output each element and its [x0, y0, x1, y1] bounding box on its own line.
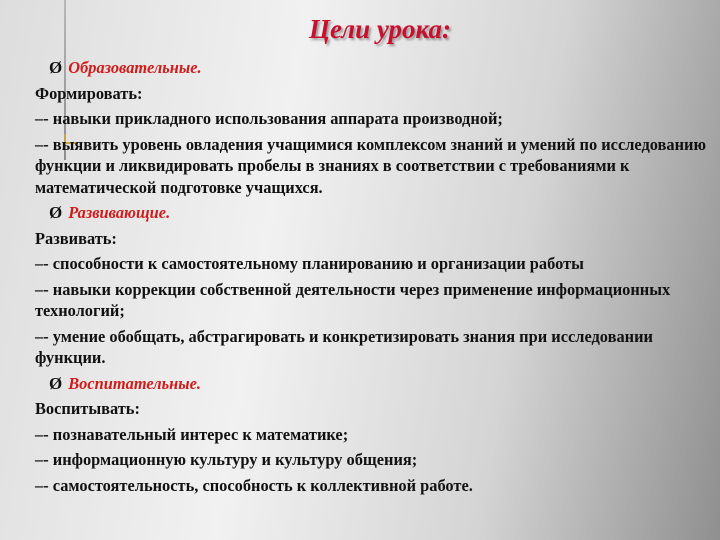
section-verb: Воспитывать:: [35, 399, 140, 418]
section-heading-developmental: Ø Развивающие.: [49, 203, 171, 222]
list-item: –- информационную культуру и культуру общения;: [35, 450, 418, 469]
section-heading-educational: Ø Образовательные.: [49, 58, 202, 77]
arrow-bullet-icon: Ø: [49, 58, 63, 77]
arrow-bullet-icon: Ø: [49, 203, 63, 222]
section-verb: Формировать:: [35, 83, 143, 103]
list-item: –- навыки прикладного использования аппарата производной;: [35, 109, 503, 128]
list-item: –- способности к самостоятельному планированию и организации работы: [35, 254, 584, 273]
list-item: –- выявить уровень овладения учащимися комплексом знаний и умений по исследованию функции и ликвидировать пробелы в знаниях в соответствии с требованиями к математической подготовке учащихся.: [35, 134, 707, 197]
list-item: –- умение обобщать, абстрагировать и конкретизировать знания при исследовании функции.: [35, 326, 653, 367]
section-heading-upbringing: Ø Воспитательные.: [49, 373, 201, 393]
slide-content: [35, 57, 713, 496]
arrow-bullet-icon: Ø: [49, 373, 63, 393]
list-item: –- самостоятельность, способность к коллективной работе.: [35, 475, 473, 495]
list-item: –- познавательный интерес к математике;: [35, 424, 349, 444]
slide-title: Цели урока:: [308, 14, 452, 44]
list-item: –- навыки коррекции собственной деятельности через применение информационных технологий;: [35, 279, 671, 320]
section-verb: Развивать:: [35, 228, 117, 248]
